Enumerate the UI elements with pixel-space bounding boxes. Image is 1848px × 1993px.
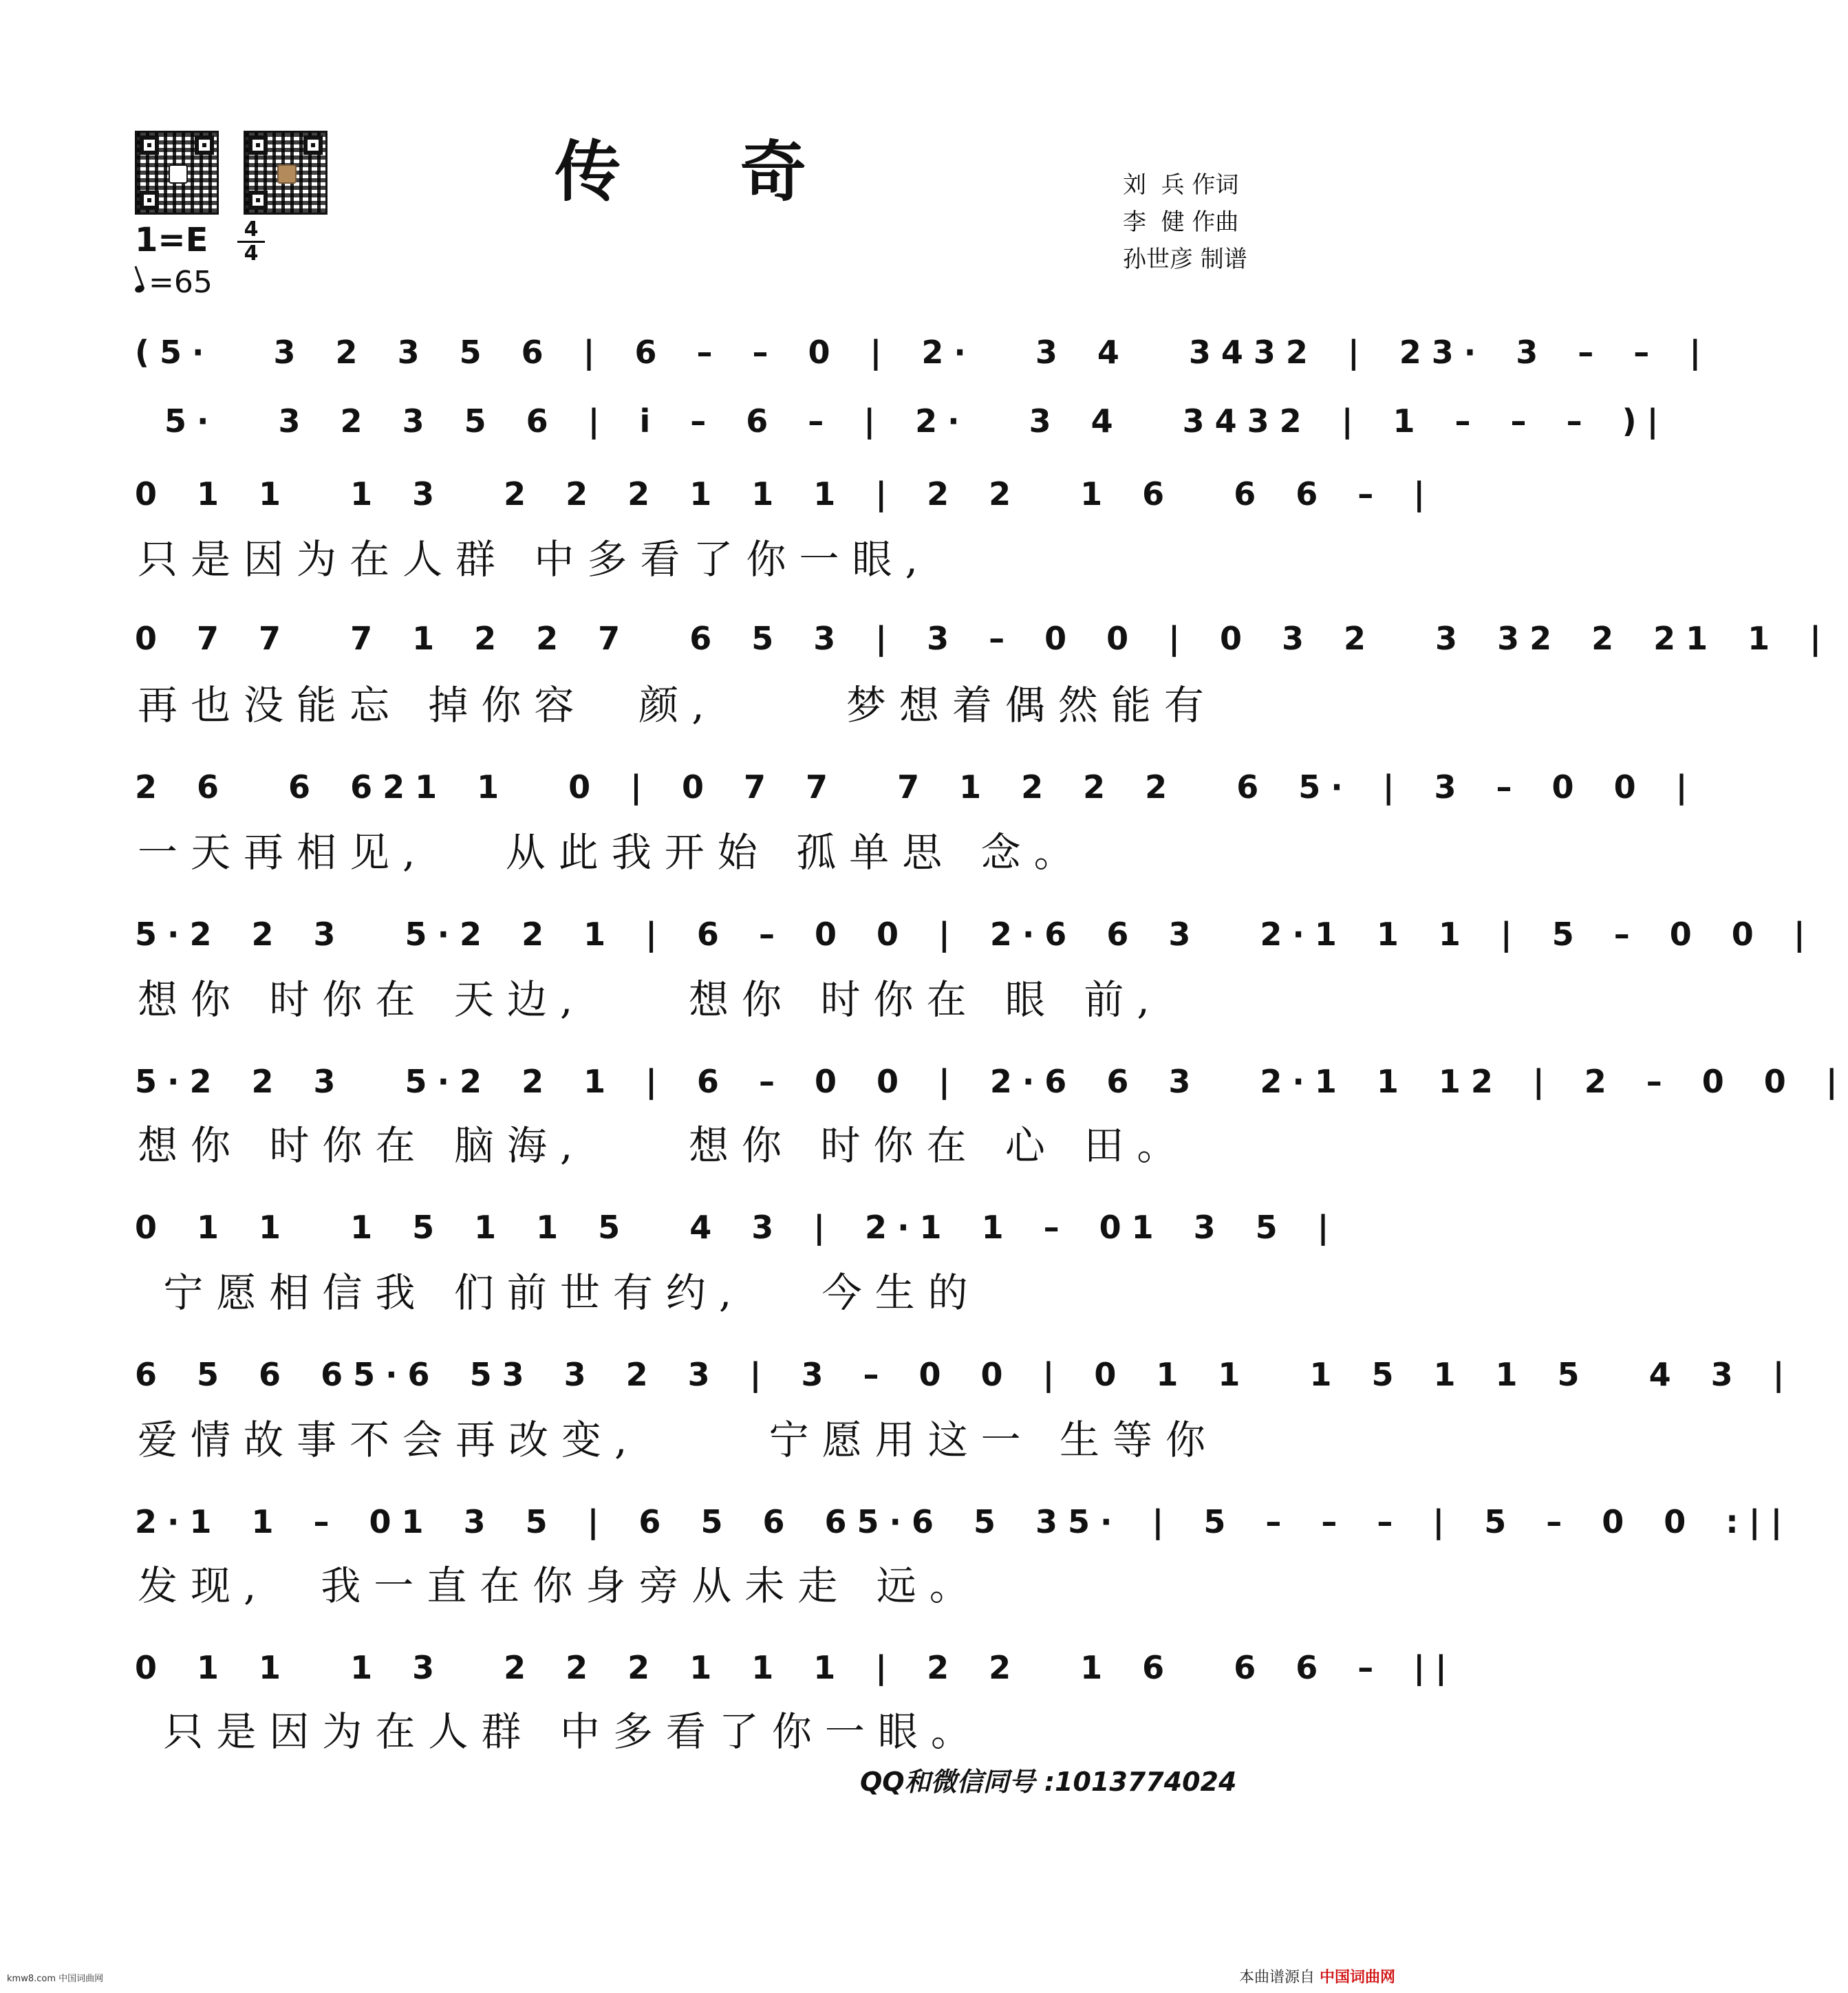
score-lyrics-line: 宁愿相信我 们前世有约, 今生的 — [138, 1269, 981, 1316]
quarter-note-icon — [134, 284, 146, 294]
score-music-line: 5·2 2 3 5·2 2 1 | 6 – 0 0 | 2·6 6 3 2·1 1 12 | 2 – 0 0 | — [135, 1063, 1848, 1100]
score-lyrics-line: 爱情故事不会再改变, 宁愿用这一 生等你 — [138, 1416, 1219, 1463]
credits — [1123, 166, 1247, 278]
lyricist-credit: 刘 兵 作词 — [1123, 171, 1239, 199]
tempo-marking — [135, 266, 213, 300]
score-music-line: 0 1 1 1 3 2 2 2 1 1 1 | 2 2 1 6 6 6 – | — [135, 475, 1436, 513]
score-music-line: 0 7 7 7 1 2 2 7 6 5 3 | 3 – 0 0 | 0 3 2 3 32 2 21 1 | — [135, 620, 1831, 657]
score-music-line: 5· 3 2 3 5 6 | i – 6 – | 2· 3 4 3432 | 1 – – – )| — [135, 402, 1669, 440]
time-signature — [237, 219, 265, 265]
score-lyrics-line: 只是因为在人群 中多看了你一眼。 — [138, 1708, 984, 1755]
score-lyrics-line: 只是因为在人群 中多看了你一眼, — [138, 536, 931, 583]
time-signature-denominator: 4 — [244, 241, 259, 266]
footer-site-link[interactable]: 中国词曲网 — [1319, 1969, 1395, 1986]
tempo-value: =65 — [149, 265, 213, 300]
score-lyrics-line: 发现, 我一直在你身旁从未走 远。 — [138, 1562, 982, 1609]
transcriber-credit: 孙世彦 制谱 — [1123, 246, 1247, 273]
score-music-line: 2·1 1 – 01 3 5 | 6 5 6 65·6 5 35· | 5 – – – | 5 – 0 0 :|| — [135, 1503, 1793, 1540]
key-signature: 1=E — [135, 221, 208, 259]
score-lyrics-line: 想你 时你在 脑海, 想你 时你在 心 田。 — [138, 1122, 1190, 1169]
score-lyrics-line: 想你 时你在 天边, 想你 时你在 眼 前, — [138, 976, 1163, 1023]
footer-source — [1239, 1969, 1395, 1987]
score-music-line: (5· 3 2 3 5 6 | 6 – – 0 | 2· 3 4 3432 | 23· 3 – – | — [135, 334, 1712, 371]
score-music-line: 5·2 2 3 5·2 2 1 | 6 – 0 0 | 2·6 6 3 2·1 1 1 | 5 – 0 0 | — [135, 916, 1816, 953]
score-lyrics-line: 一天再相见, 从此我开始 孤单思 念。 — [138, 829, 1087, 876]
score-music-line: 0 1 1 1 3 2 2 2 1 1 1 | 2 2 1 6 6 6 – || — [135, 1649, 1457, 1686]
score-music-line: 2 6 6 621 1 0 | 0 7 7 7 1 2 2 2 6 5· | 3 – 0 0 | — [135, 768, 1698, 806]
score-lyrics-line: 再也没能忘 掉你容 颜, 梦想着偶然能有 — [138, 682, 1217, 729]
score-music-line: 6 5 6 65·6 53 3 2 3 | 3 – 0 0 | 0 1 1 1 5 1 1 5 4 3 | — [135, 1356, 1795, 1393]
footer-site-left: kmw8.com 中国词曲网 — [7, 1974, 104, 1984]
time-signature-numerator: 4 — [237, 219, 265, 243]
song-title: 传 奇 — [555, 133, 855, 211]
composer-credit: 李 健 作曲 — [1123, 208, 1239, 236]
score-music-line: 0 1 1 1 5 1 1 5 4 3 | 2·1 1 – 01 3 5 | — [135, 1209, 1340, 1246]
contact-info: QQ和微信同号 :1013774024 — [860, 1767, 1237, 1797]
footer-source-text: 本曲谱源自 — [1238, 1969, 1315, 1986]
